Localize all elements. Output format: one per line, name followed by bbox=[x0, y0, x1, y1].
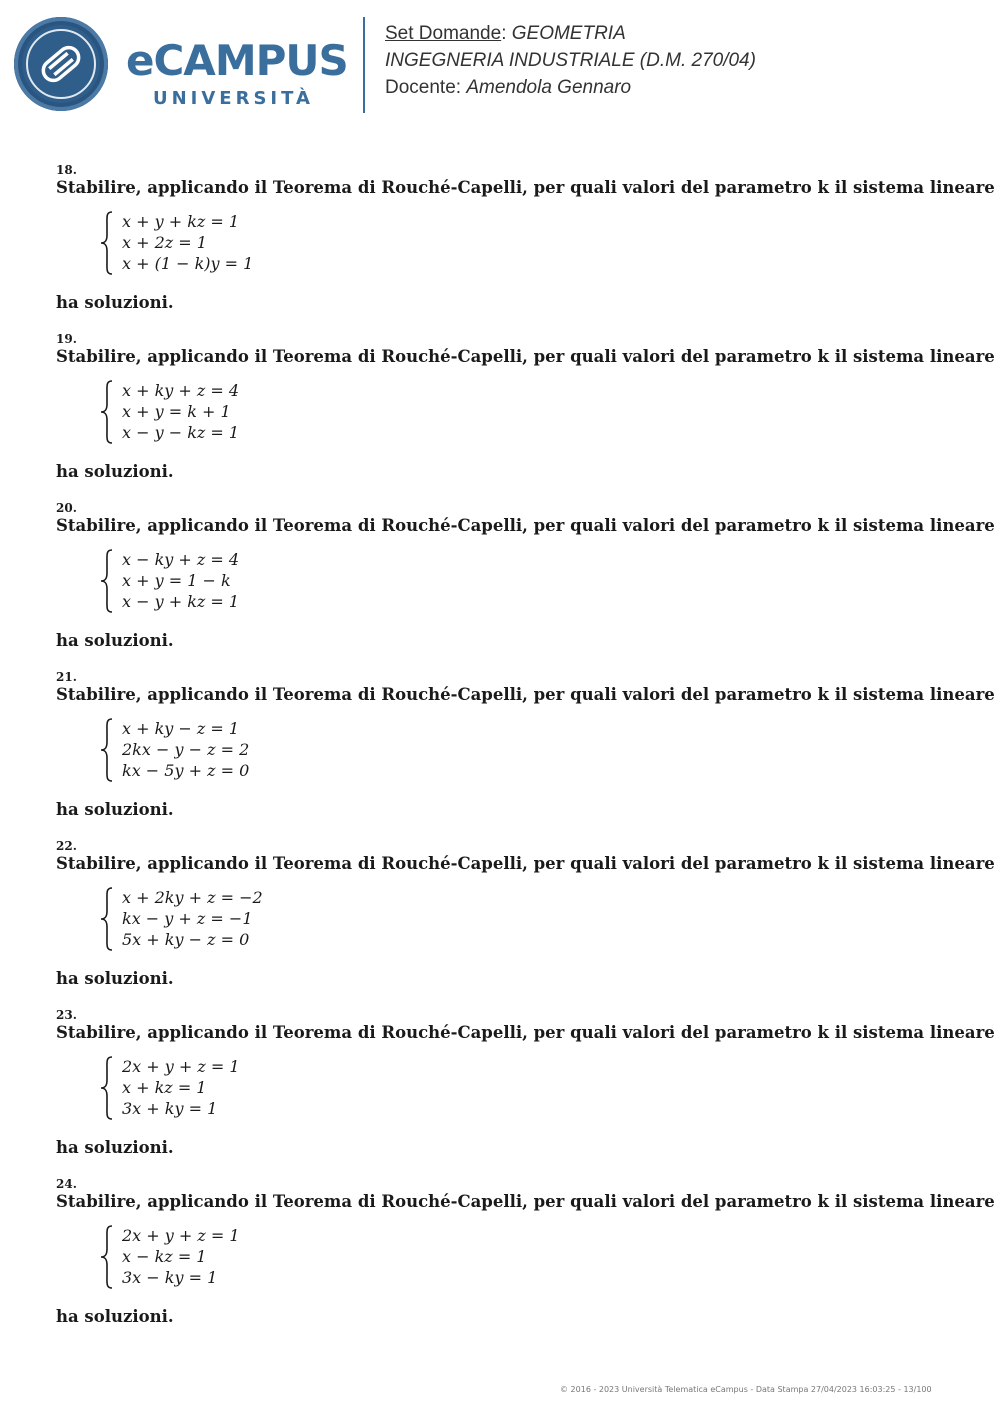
brace-symbol bbox=[100, 1056, 114, 1120]
logo-subtitle: UNIVERSITÀ bbox=[153, 88, 314, 109]
brace-symbol bbox=[100, 549, 114, 613]
equation: x − ky + z = 4 bbox=[122, 550, 240, 569]
question-4 bbox=[56, 839, 995, 990]
equation: 2x + y + z = 1 bbox=[122, 1057, 240, 1076]
page-header bbox=[0, 0, 1000, 125]
question-number: 22. bbox=[56, 839, 77, 853]
question-tail: ha soluzioni. bbox=[56, 800, 174, 819]
question-tail: ha soluzioni. bbox=[56, 969, 174, 988]
question-text: Stabilire, applicando il Teorema di Rouché-Capelli, per quali valori del parametro k il sistema lineare bbox=[56, 1023, 995, 1042]
equation: 5x + ky − z = 0 bbox=[122, 930, 250, 949]
question-text: Stabilire, applicando il Teorema di Rouché-Capelli, per quali valori del parametro k il sistema lineare bbox=[56, 685, 995, 704]
equation: x + 2z = 1 bbox=[122, 233, 207, 252]
equation: x + ky + z = 4 bbox=[122, 381, 240, 400]
question-tail: ha soluzioni. bbox=[56, 1138, 174, 1157]
question-number: 23. bbox=[56, 1008, 77, 1022]
equation: x + 2ky + z = −2 bbox=[122, 888, 263, 907]
course-info bbox=[385, 20, 945, 101]
question-number: 19. bbox=[56, 332, 77, 346]
brace-symbol bbox=[100, 887, 114, 951]
equation: x + ky − z = 1 bbox=[122, 719, 240, 738]
linear-system bbox=[100, 211, 941, 275]
brace-symbol bbox=[100, 211, 114, 275]
linear-system bbox=[100, 887, 941, 951]
brace-symbol bbox=[100, 380, 114, 444]
equation: x + y + kz = 1 bbox=[122, 212, 240, 231]
question-2 bbox=[56, 501, 995, 652]
set-label: Set Domande bbox=[385, 23, 502, 44]
question-number: 21. bbox=[56, 670, 77, 684]
equation: x − y + kz = 1 bbox=[122, 592, 240, 611]
set-line: Set Domande: GEOMETRIA bbox=[385, 23, 626, 44]
question-tail: ha soluzioni. bbox=[56, 1307, 174, 1326]
linear-system bbox=[100, 1225, 941, 1289]
docente-label: Docente bbox=[385, 77, 456, 98]
question-5 bbox=[56, 1008, 995, 1159]
linear-system bbox=[100, 380, 941, 444]
question-text: Stabilire, applicando il Teorema di Rouché-Capelli, per quali valori del parametro k il sistema lineare bbox=[56, 1192, 995, 1211]
course-line bbox=[385, 47, 945, 74]
page-footer: © 2016 - 2023 Università Telematica eCampus - Data Stampa 27/04/2023 16:03:25 - 13/100 bbox=[560, 1385, 932, 1394]
equation: x − kz = 1 bbox=[122, 1247, 207, 1266]
question-3 bbox=[56, 670, 995, 821]
logo-wordmark: eCAMPUS bbox=[126, 36, 348, 85]
linear-system bbox=[100, 1056, 941, 1120]
question-6 bbox=[56, 1177, 995, 1328]
equation: 3x − ky = 1 bbox=[122, 1268, 218, 1287]
question-text: Stabilire, applicando il Teorema di Rouché-Capelli, per quali valori del parametro k il sistema lineare bbox=[56, 854, 995, 873]
equation: x + kz = 1 bbox=[122, 1078, 207, 1097]
question-number: 18. bbox=[56, 163, 77, 177]
question-1 bbox=[56, 332, 995, 483]
question-tail: ha soluzioni. bbox=[56, 293, 174, 312]
docente-line: Docente: Amendola Gennaro bbox=[385, 77, 632, 98]
brace-symbol bbox=[100, 718, 114, 782]
question-tail: ha soluzioni. bbox=[56, 631, 174, 650]
docente-name: Amendola Gennaro bbox=[466, 77, 632, 98]
equation: kx − 5y + z = 0 bbox=[122, 761, 250, 780]
equation: x + (1 − k)y = 1 bbox=[122, 254, 254, 273]
set-value: GEOMETRIA bbox=[511, 23, 626, 44]
course-name: INGEGNERIA INDUSTRIALE (D.M. 270/04) bbox=[385, 50, 756, 71]
equation: x + y = 1 − k bbox=[122, 571, 231, 590]
question-0 bbox=[56, 163, 995, 314]
brace-symbol bbox=[100, 1225, 114, 1289]
equation: kx − y + z = −1 bbox=[122, 909, 253, 928]
linear-system bbox=[100, 549, 941, 613]
equation: 3x + ky = 1 bbox=[122, 1099, 218, 1118]
university-seal-logo bbox=[14, 17, 108, 111]
question-text: Stabilire, applicando il Teorema di Rouché-Capelli, per quali valori del parametro k il sistema lineare bbox=[56, 347, 995, 366]
question-number: 20. bbox=[56, 501, 77, 515]
equation: 2kx − y − z = 2 bbox=[122, 740, 250, 759]
question-text: Stabilire, applicando il Teorema di Rouché-Capelli, per quali valori del parametro k il sistema lineare bbox=[56, 516, 995, 535]
linear-system bbox=[100, 718, 941, 782]
question-tail: ha soluzioni. bbox=[56, 462, 174, 481]
equation: 2x + y + z = 1 bbox=[122, 1226, 240, 1245]
header-divider bbox=[363, 17, 365, 113]
equation: x + y = k + 1 bbox=[122, 402, 231, 421]
equation: x − y − kz = 1 bbox=[122, 423, 240, 442]
question-text: Stabilire, applicando il Teorema di Rouché-Capelli, per quali valori del parametro k il sistema lineare bbox=[56, 178, 995, 197]
question-number: 24. bbox=[56, 1177, 77, 1191]
